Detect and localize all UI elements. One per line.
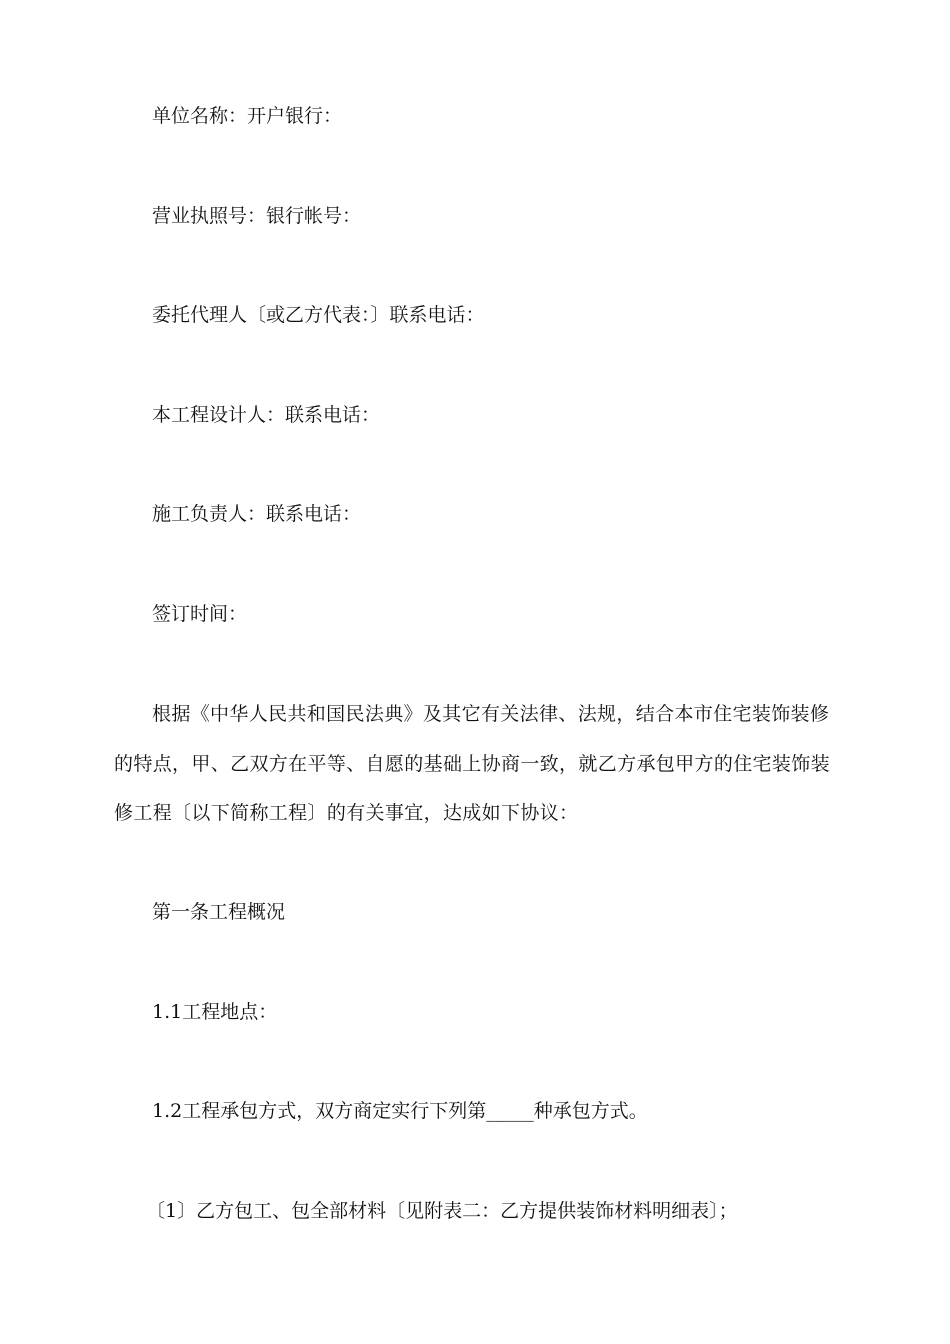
designer-phone-line: 本工程设计人：联系电话：	[152, 404, 381, 426]
construction-lead-phone-line: 施工负责人：联系电话：	[152, 503, 362, 525]
unit-name-bank-line: 单位名称：开户银行：	[152, 105, 343, 127]
preamble-line-3: 修工程〔以下简称工程〕的有关事宜，达成如下协议：	[114, 802, 579, 824]
license-account-line: 营业执照号：银行帐号：	[152, 205, 362, 227]
preamble-line-1: 根据《中华人民共和国民法典》及其它有关法律、法规，结合本市住宅装饰装修	[152, 703, 830, 725]
agent-phone-line: 委托代理人〔或乙方代表：〕联系电话：	[152, 304, 485, 326]
article-1-title: 第一条工程概况	[152, 901, 286, 923]
item-1-1-location: 1.1工程地点：	[152, 1001, 278, 1023]
signing-date-line: 签订时间：	[152, 603, 248, 625]
preamble-line-2: 的特点，甲、乙双方在平等、自愿的基础上协商一致，就乙方承包甲方的住宅装饰装	[114, 753, 830, 775]
option-1-line: 〔1〕乙方包工、包全部材料〔见附表二：乙方提供装饰材料明细表〕；	[146, 1200, 738, 1222]
item-1-2-contract-method: 1.2工程承包方式，双方商定实行下列第_____种承包方式。	[152, 1100, 648, 1122]
